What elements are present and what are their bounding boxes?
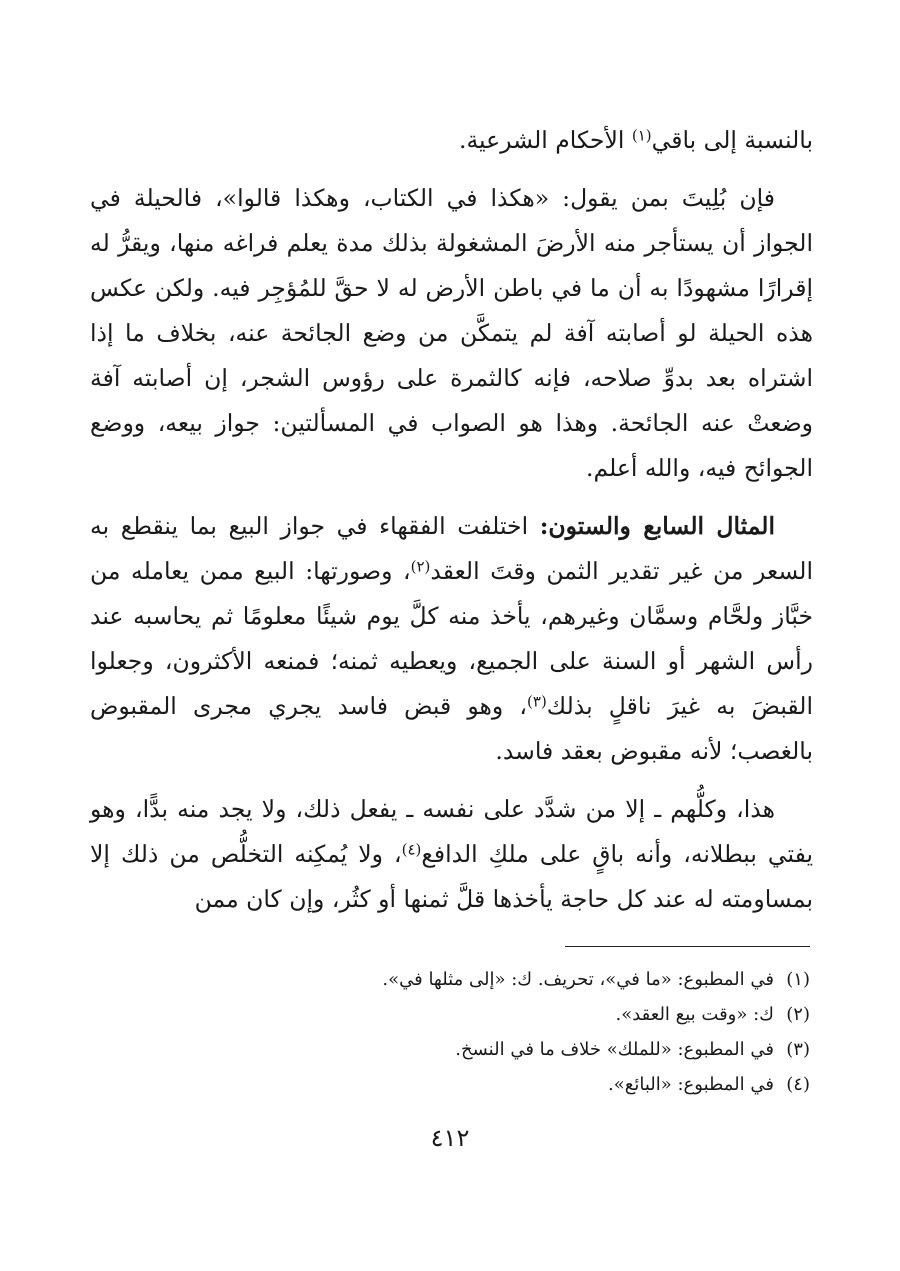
footnotes	[87, 962, 810, 1102]
main-text	[90, 118, 813, 922]
footnote-ref-3: (٣)	[527, 692, 547, 711]
footnote-2	[87, 997, 810, 1032]
paragraph-3	[90, 504, 813, 774]
footnote-1	[87, 962, 810, 997]
footnote-number: (٣)	[786, 1039, 810, 1060]
paragraph-4	[90, 787, 813, 922]
paragraph-1-text-b: الأحكام الشرعية.	[458, 126, 632, 154]
footnote-text: في المطبوع: «البائع».	[608, 1074, 774, 1095]
footnote-ref-4: (٤)	[401, 840, 422, 859]
footnote-number: (٢)	[786, 1004, 810, 1025]
paragraph-4-text-b: ، ولا يُمكِنه التخلُّص من ذلك إلا بمساومته له عند كل حاجة يأخذها قلَّ ثمنها أو كثُر، وإن كان ممن	[90, 840, 813, 913]
footnote-ref-2: (٢)	[410, 557, 431, 576]
footnote-text: ك: «وقت بيع العقد».	[615, 1004, 774, 1025]
paragraph-1	[90, 118, 813, 163]
footnote-3	[87, 1032, 810, 1067]
paragraph-3-text-b: ، وصورتها: البيع ممن يعامله من خبَّاز ولحَّام وسمَّان وغيرهم، يأخذ منه كلَّ يوم شيئًا معلومًا ثم يحاسبه عند رأس الشهر أو السنة على الجميع، ويعطيه ثمنه؛ فمنعه الأكثرون، وجعلوا القبضَ به غيرَ ناقلٍ بذلك	[90, 557, 813, 720]
page-number: ٤١٢	[430, 1124, 470, 1152]
footnote-text: في المطبوع: «ما في»، تحريف. ك: «إلى مثلها في».	[382, 969, 774, 990]
paragraph-4-text-a: هذا، وكلُّهم ـ إلا من شدَّد على نفسه ـ يفعل ذلك، ولا يجد منه بدًّا، وهو يفتي ببطلانه، وأنه باقٍ على ملكِ الدافع	[90, 795, 814, 868]
footnote-ref-1: (١)	[631, 126, 652, 145]
paragraph-2: فإن بُلِيتَ بمن يقول: «هكذا في الكتاب، وهكذا قالوا»، فالحيلة في الجواز أن يستأجر منه الأرضَ المشغولة بذلك مدة يعلم فراغه منها، ويقرُّ له إقرارًا مشهودًا به أن ما في باطن الأرض له لا حقَّ للمُؤجِر فيه. ولكن عكس هذه الحيلة لو أصابته آفة لم يتمكَّن من وضع الجائحة عنه، بخلاف ما إذا اشتراه بعد بدوِّ صلاحه، فإنه كالثمرة على رؤوس الشجر، إن أصابته آفة وضعتْ عنه الجائحة. وهذا هو الصواب في المسألتين: جواز بيعه، ووضع الجوائح فيه، والله أعلم.	[90, 184, 813, 482]
paragraph-3-text-a: اختلفت الفقهاء في جواز البيع بما ينقطع به السعر من غير تقدير الثمن وقتَ العقد	[90, 512, 813, 585]
footnote-number: (٤)	[786, 1074, 810, 1095]
footnote-divider	[565, 946, 810, 947]
paragraph-3-text-c: ، وهو قبض فاسد يجري مجرى المقبوض بالغصب؛ لأنه مقبوض بعقد فاسد.	[90, 692, 813, 765]
footnote-4	[87, 1067, 810, 1102]
footnote-text: في المطبوع: «للملك» خلاف ما في النسخ.	[455, 1039, 774, 1060]
example-67-title: المثال السابع والستون:	[539, 512, 775, 540]
paragraph-1-text-a: بالنسبة إلى باقي	[651, 126, 813, 154]
footnote-number: (١)	[786, 969, 810, 990]
